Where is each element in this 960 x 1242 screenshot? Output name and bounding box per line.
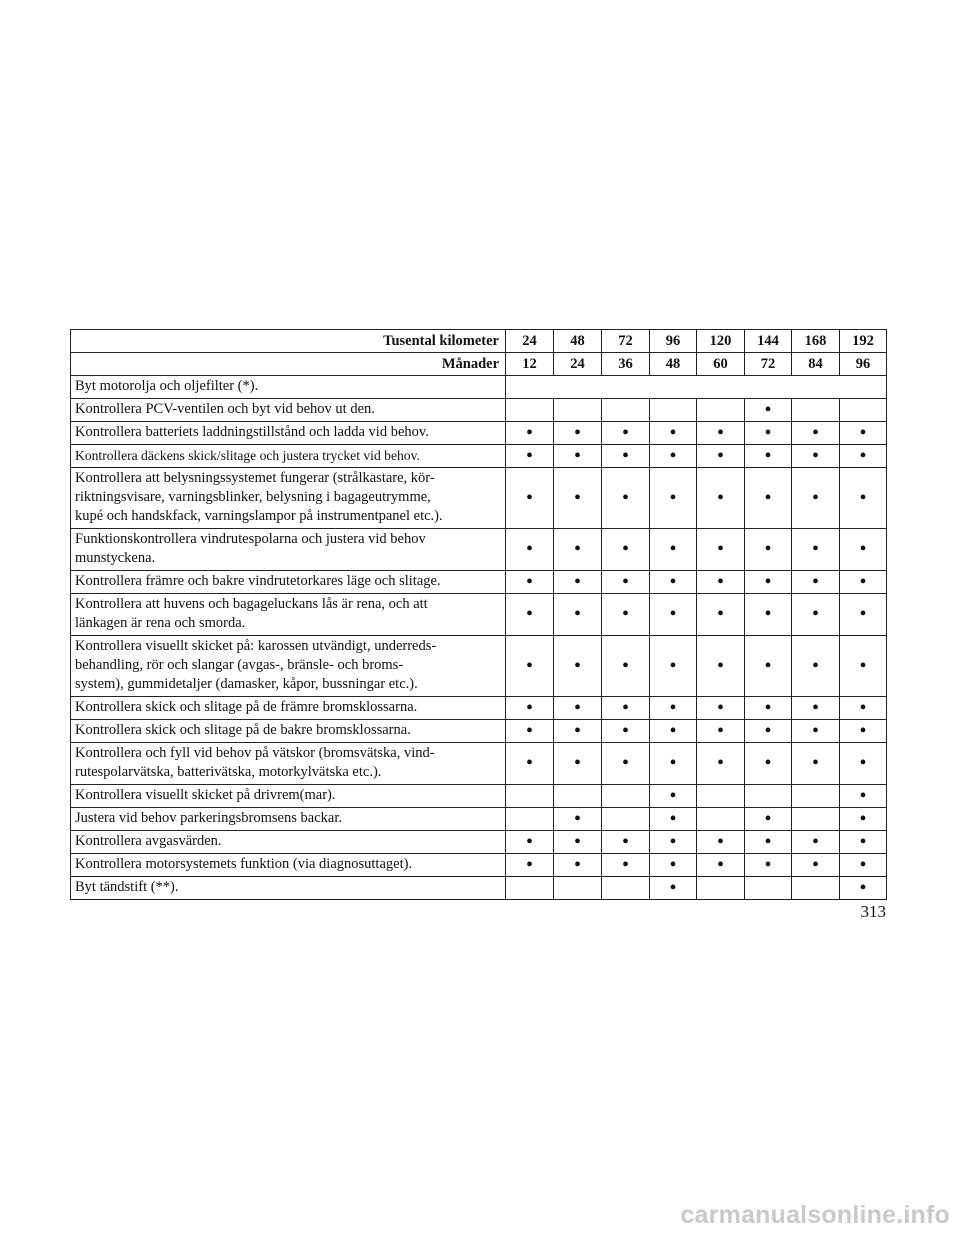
table-row — [71, 594, 887, 636]
interval-cell — [697, 808, 745, 831]
service-bullet: • — [506, 743, 554, 785]
service-bullet: • — [650, 854, 697, 877]
service-bullet: • — [745, 743, 792, 785]
service-bullet: • — [697, 831, 745, 854]
task-description — [71, 877, 506, 900]
service-bullet: • — [840, 594, 887, 636]
service-bullet: • — [745, 399, 792, 422]
service-bullet: • — [506, 529, 554, 571]
header-label-km: Tusental kilometer — [71, 330, 506, 353]
service-bullet: • — [792, 594, 840, 636]
interval-cell — [602, 399, 650, 422]
interval-cell — [506, 785, 554, 808]
header-row-months — [71, 353, 887, 376]
service-bullet: • — [506, 697, 554, 720]
service-bullet: • — [506, 831, 554, 854]
service-bullet: • — [840, 831, 887, 854]
interval-cell — [745, 877, 792, 900]
page-number: 313 — [860, 902, 886, 921]
interval-cell — [554, 399, 602, 422]
merged-interval-cell — [506, 376, 887, 399]
service-bullet: • — [554, 831, 602, 854]
service-bullet: • — [697, 422, 745, 445]
service-bullet: • — [840, 854, 887, 877]
header-label-months: Månader — [71, 353, 506, 376]
service-bullet: • — [554, 697, 602, 720]
service-bullet: • — [840, 697, 887, 720]
service-bullet: • — [650, 445, 697, 468]
service-bullet: • — [554, 422, 602, 445]
service-bullet: • — [840, 571, 887, 594]
service-bullet: • — [745, 445, 792, 468]
watermark-text: carmanualsonline.info — [680, 1201, 950, 1229]
service-bullet: • — [840, 636, 887, 697]
service-bullet: • — [506, 636, 554, 697]
service-bullet: • — [554, 743, 602, 785]
header-km-value: 48 — [554, 330, 602, 353]
task-description — [71, 854, 506, 877]
service-bullet: • — [506, 445, 554, 468]
table-row — [71, 808, 887, 831]
service-bullet: • — [792, 831, 840, 854]
interval-cell — [602, 877, 650, 900]
service-bullet: • — [697, 468, 745, 529]
task-text-line: Byt motorolja och oljefilter (*). — [75, 378, 259, 394]
task-description — [71, 743, 506, 785]
task-description — [71, 785, 506, 808]
table-row — [71, 636, 887, 697]
header-km-value: 96 — [650, 330, 697, 353]
service-bullet: • — [650, 743, 697, 785]
table-row — [71, 399, 887, 422]
service-bullet: • — [506, 720, 554, 743]
service-bullet: • — [745, 854, 792, 877]
task-description — [71, 636, 506, 697]
task-text-line: Kontrollera att huvens och bagageluckans lås är rena, och att — [75, 596, 428, 612]
service-bullet: • — [792, 720, 840, 743]
interval-cell — [792, 785, 840, 808]
task-description — [71, 831, 506, 854]
service-bullet: • — [602, 594, 650, 636]
service-bullet: • — [554, 636, 602, 697]
task-description — [71, 422, 506, 445]
task-text-line: länkagen är rena och smorda. — [75, 615, 246, 631]
service-bullet: • — [792, 468, 840, 529]
interval-cell — [650, 399, 697, 422]
task-description — [71, 376, 506, 399]
service-bullet: • — [506, 854, 554, 877]
task-description — [71, 697, 506, 720]
service-bullet: • — [650, 697, 697, 720]
task-description — [71, 571, 506, 594]
service-bullet: • — [650, 831, 697, 854]
service-bullet: • — [745, 468, 792, 529]
interval-cell — [840, 399, 887, 422]
interval-cell — [697, 877, 745, 900]
header-month-value: 60 — [697, 353, 745, 376]
service-bullet: • — [602, 529, 650, 571]
task-text-line: system), gummidetaljer (damasker, kåpor, bussningar etc.). — [75, 676, 418, 692]
service-bullet: • — [554, 594, 602, 636]
service-bullet: • — [554, 529, 602, 571]
service-bullet: • — [602, 571, 650, 594]
task-text-line: Kontrollera skick och slitage på de bakre bromsklossarna. — [75, 722, 411, 738]
task-text-line: Kontrollera däckens skick/slitage och justera trycket vid behov. — [75, 448, 420, 463]
header-month-value: 12 — [506, 353, 554, 376]
service-bullet: • — [840, 529, 887, 571]
table-row — [71, 422, 887, 445]
service-bullet: • — [650, 636, 697, 697]
table-row — [71, 854, 887, 877]
service-bullet: • — [792, 422, 840, 445]
service-bullet: • — [745, 529, 792, 571]
service-bullet: • — [554, 854, 602, 877]
task-description — [71, 468, 506, 529]
interval-cell — [602, 785, 650, 808]
service-bullet: • — [745, 636, 792, 697]
table-row — [71, 877, 887, 900]
service-bullet: • — [745, 594, 792, 636]
header-month-value: 48 — [650, 353, 697, 376]
service-bullet: • — [602, 445, 650, 468]
service-bullet: • — [506, 468, 554, 529]
interval-cell — [792, 399, 840, 422]
header-month-value: 24 — [554, 353, 602, 376]
table-row — [71, 445, 887, 468]
service-bullet: • — [840, 468, 887, 529]
service-bullet: • — [745, 808, 792, 831]
header-month-value: 36 — [602, 353, 650, 376]
task-text-line: Kontrollera batteriets laddningstillstånd och ladda vid behov. — [75, 424, 429, 440]
header-km-value: 24 — [506, 330, 554, 353]
task-description — [71, 720, 506, 743]
service-bullet: • — [840, 877, 887, 900]
service-bullet: • — [650, 877, 697, 900]
task-text-line: Funktionskontrollera vindrutespolarna och justera vid behov — [75, 531, 426, 547]
task-text-line: riktningsvisare, varningsblinker, belysning i bagageutrymme, — [75, 489, 431, 505]
interval-cell — [506, 808, 554, 831]
task-description — [71, 529, 506, 571]
task-description — [71, 808, 506, 831]
service-bullet: • — [602, 743, 650, 785]
service-bullet: • — [554, 445, 602, 468]
task-description — [71, 445, 506, 468]
table-row — [71, 720, 887, 743]
interval-cell — [506, 877, 554, 900]
task-description — [71, 399, 506, 422]
interval-cell — [697, 399, 745, 422]
task-text-line: Kontrollera PCV-ventilen och byt vid behov ut den. — [75, 401, 375, 417]
interval-cell — [745, 785, 792, 808]
service-bullet: • — [506, 571, 554, 594]
service-bullet: • — [745, 571, 792, 594]
service-bullet: • — [792, 697, 840, 720]
task-text-line: Kontrollera avgasvärden. — [75, 833, 222, 849]
service-bullet: • — [506, 422, 554, 445]
service-bullet: • — [745, 422, 792, 445]
service-bullet: • — [650, 594, 697, 636]
task-text-line: Kontrollera främre och bakre vindrutetorkares läge och slitage. — [75, 573, 441, 589]
interval-cell — [506, 399, 554, 422]
service-bullet: • — [554, 808, 602, 831]
task-text-line: munstyckena. — [75, 550, 156, 566]
service-bullet: • — [650, 808, 697, 831]
service-bullet: • — [745, 697, 792, 720]
task-description — [71, 594, 506, 636]
interval-cell — [792, 877, 840, 900]
task-text-line: Kontrollera att belysningssystemet fungerar (strålkastare, kör- — [75, 470, 435, 486]
service-bullet: • — [650, 422, 697, 445]
service-bullet: • — [697, 445, 745, 468]
service-bullet: • — [602, 636, 650, 697]
service-bullet: • — [602, 422, 650, 445]
header-km-value: 168 — [792, 330, 840, 353]
service-bullet: • — [650, 785, 697, 808]
service-bullet: • — [792, 529, 840, 571]
service-bullet: • — [602, 831, 650, 854]
service-bullet: • — [602, 720, 650, 743]
interval-cell — [792, 808, 840, 831]
task-text-line: Kontrollera och fyll vid behov på vätskor (bromsvätska, vind- — [75, 745, 435, 761]
task-text-line: Justera vid behov parkeringsbromsens backar. — [75, 810, 342, 826]
service-bullet: • — [650, 571, 697, 594]
header-km-value: 192 — [840, 330, 887, 353]
service-bullet: • — [554, 720, 602, 743]
table-row — [71, 376, 887, 399]
service-bullet: • — [602, 468, 650, 529]
header-km-value: 144 — [745, 330, 792, 353]
service-bullet: • — [697, 571, 745, 594]
service-bullet: • — [697, 529, 745, 571]
service-bullet: • — [792, 854, 840, 877]
service-bullet: • — [792, 743, 840, 785]
header-month-value: 84 — [792, 353, 840, 376]
service-bullet: • — [792, 571, 840, 594]
service-bullet: • — [792, 445, 840, 468]
service-bullet: • — [697, 854, 745, 877]
task-text-line: Kontrollera visuellt skicket på drivrem(mar). — [75, 787, 336, 803]
service-bullet: • — [697, 594, 745, 636]
task-text-line: Byt tändstift (**). — [75, 879, 179, 895]
task-text-line: Kontrollera skick och slitage på de främre bromsklossarna. — [75, 699, 418, 715]
header-km-value: 72 — [602, 330, 650, 353]
table-row — [71, 743, 887, 785]
interval-cell — [602, 808, 650, 831]
task-text-line: rutespolarvätska, batterivätska, motorkylvätska etc.). — [75, 764, 382, 780]
service-bullet: • — [602, 854, 650, 877]
interval-cell — [554, 785, 602, 808]
schedule-body — [71, 330, 887, 900]
service-bullet: • — [506, 594, 554, 636]
service-bullet: • — [745, 720, 792, 743]
maintenance-schedule-table — [70, 329, 887, 900]
service-bullet: • — [697, 697, 745, 720]
service-bullet: • — [840, 808, 887, 831]
header-month-value: 96 — [840, 353, 887, 376]
service-bullet: • — [650, 468, 697, 529]
header-month-value: 72 — [745, 353, 792, 376]
interval-cell — [554, 877, 602, 900]
table-row — [71, 785, 887, 808]
service-bullet: • — [840, 445, 887, 468]
header-row-km — [71, 330, 887, 353]
service-bullet: • — [697, 743, 745, 785]
interval-cell — [697, 785, 745, 808]
service-bullet: • — [697, 636, 745, 697]
service-bullet: • — [650, 529, 697, 571]
table-row — [71, 529, 887, 571]
service-bullet: • — [792, 636, 840, 697]
task-text-line: Kontrollera visuellt skicket på: karossen utvändigt, underreds- — [75, 638, 437, 654]
task-text-line: behandling, rör och slangar (avgas-, bränsle- och broms- — [75, 657, 404, 673]
service-bullet: • — [697, 720, 745, 743]
table-row — [71, 571, 887, 594]
task-text-line: kupé och handskfack, varningslampor på instrumentpanel etc.). — [75, 508, 443, 524]
table-row — [71, 697, 887, 720]
table-row — [71, 468, 887, 529]
service-bullet: • — [554, 571, 602, 594]
service-bullet: • — [840, 743, 887, 785]
task-text-line: Kontrollera motorsystemets funktion (via diagnosuttaget). — [75, 856, 413, 872]
service-bullet: • — [554, 468, 602, 529]
service-bullet: • — [840, 720, 887, 743]
service-bullet: • — [840, 422, 887, 445]
service-bullet: • — [650, 720, 697, 743]
header-km-value: 120 — [697, 330, 745, 353]
service-bullet: • — [745, 831, 792, 854]
service-bullet: • — [840, 785, 887, 808]
service-bullet: • — [602, 697, 650, 720]
table-row — [71, 831, 887, 854]
